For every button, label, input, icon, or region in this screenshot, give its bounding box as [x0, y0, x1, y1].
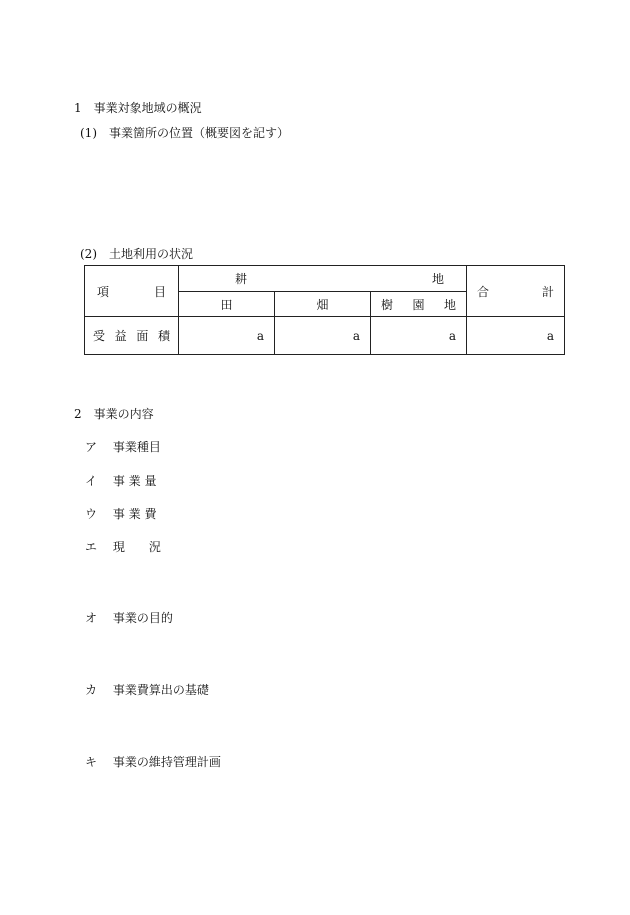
item-label: 事業種目 — [112, 440, 161, 454]
item-marker: ア — [85, 440, 98, 454]
row-label-char: 積 — [157, 329, 170, 343]
section-1-item-1: (1) 事業箇所の位置（概要図を記す） — [80, 126, 289, 140]
item-marker: キ — [85, 755, 98, 769]
section-1-item-2: (2) 土地利用の状況 — [80, 247, 193, 261]
item-marker: オ — [85, 611, 98, 625]
paddy-area-cell: a — [179, 317, 275, 355]
content-item — [85, 755, 221, 769]
row-label-char: 面 — [136, 329, 149, 343]
item-label: 事業費算出の基礎 — [112, 683, 209, 697]
item-label: 事 業 費 — [112, 507, 157, 521]
orchard-header-cell — [371, 292, 467, 317]
content-item — [85, 474, 156, 488]
total-header-char: 合 — [477, 284, 490, 299]
field-area-cell: a — [275, 317, 371, 355]
item-label: 事業の維持管理計画 — [112, 755, 221, 769]
content-item — [85, 440, 161, 454]
row-label-char: 益 — [114, 329, 127, 343]
item-marker: ウ — [85, 507, 98, 521]
item-label: 事業の目的 — [112, 611, 173, 625]
content-item — [85, 540, 161, 554]
total-header-char: 計 — [541, 284, 554, 299]
content-item — [85, 611, 173, 625]
item-marker: カ — [85, 683, 98, 697]
total-area-cell: a — [467, 317, 565, 355]
paddy-header-cell: 田 — [179, 292, 275, 317]
orchard-header-char: 園 — [412, 297, 425, 312]
orchard-header-char: 地 — [443, 297, 456, 312]
item-marker: エ — [85, 540, 98, 554]
cultivated-land-header-cell — [179, 266, 467, 292]
item-marker: イ — [85, 474, 98, 488]
land-use-table — [84, 265, 565, 355]
item-label: 事 業 量 — [112, 474, 157, 488]
row-label-char: 受 — [93, 329, 106, 343]
benefit-area-label-cell — [85, 317, 179, 355]
cultivated-header-char: 耕 — [235, 272, 248, 286]
item-header-char: 項 — [97, 284, 110, 299]
section-1-heading: 1 事業対象地域の概況 — [74, 101, 202, 115]
item-label: 現 況 — [112, 540, 161, 554]
cultivated-header-char: 地 — [431, 272, 444, 286]
item-header-char: 目 — [153, 284, 166, 299]
section-2-heading: 2 事業の内容 — [74, 407, 154, 421]
content-item — [85, 683, 209, 697]
field-header-cell: 畑 — [275, 292, 371, 317]
orchard-header-char: 樹 — [381, 297, 394, 312]
content-item — [85, 507, 156, 521]
total-header-cell — [467, 266, 565, 317]
orchard-area-cell: a — [371, 317, 467, 355]
item-header-cell — [85, 266, 179, 317]
